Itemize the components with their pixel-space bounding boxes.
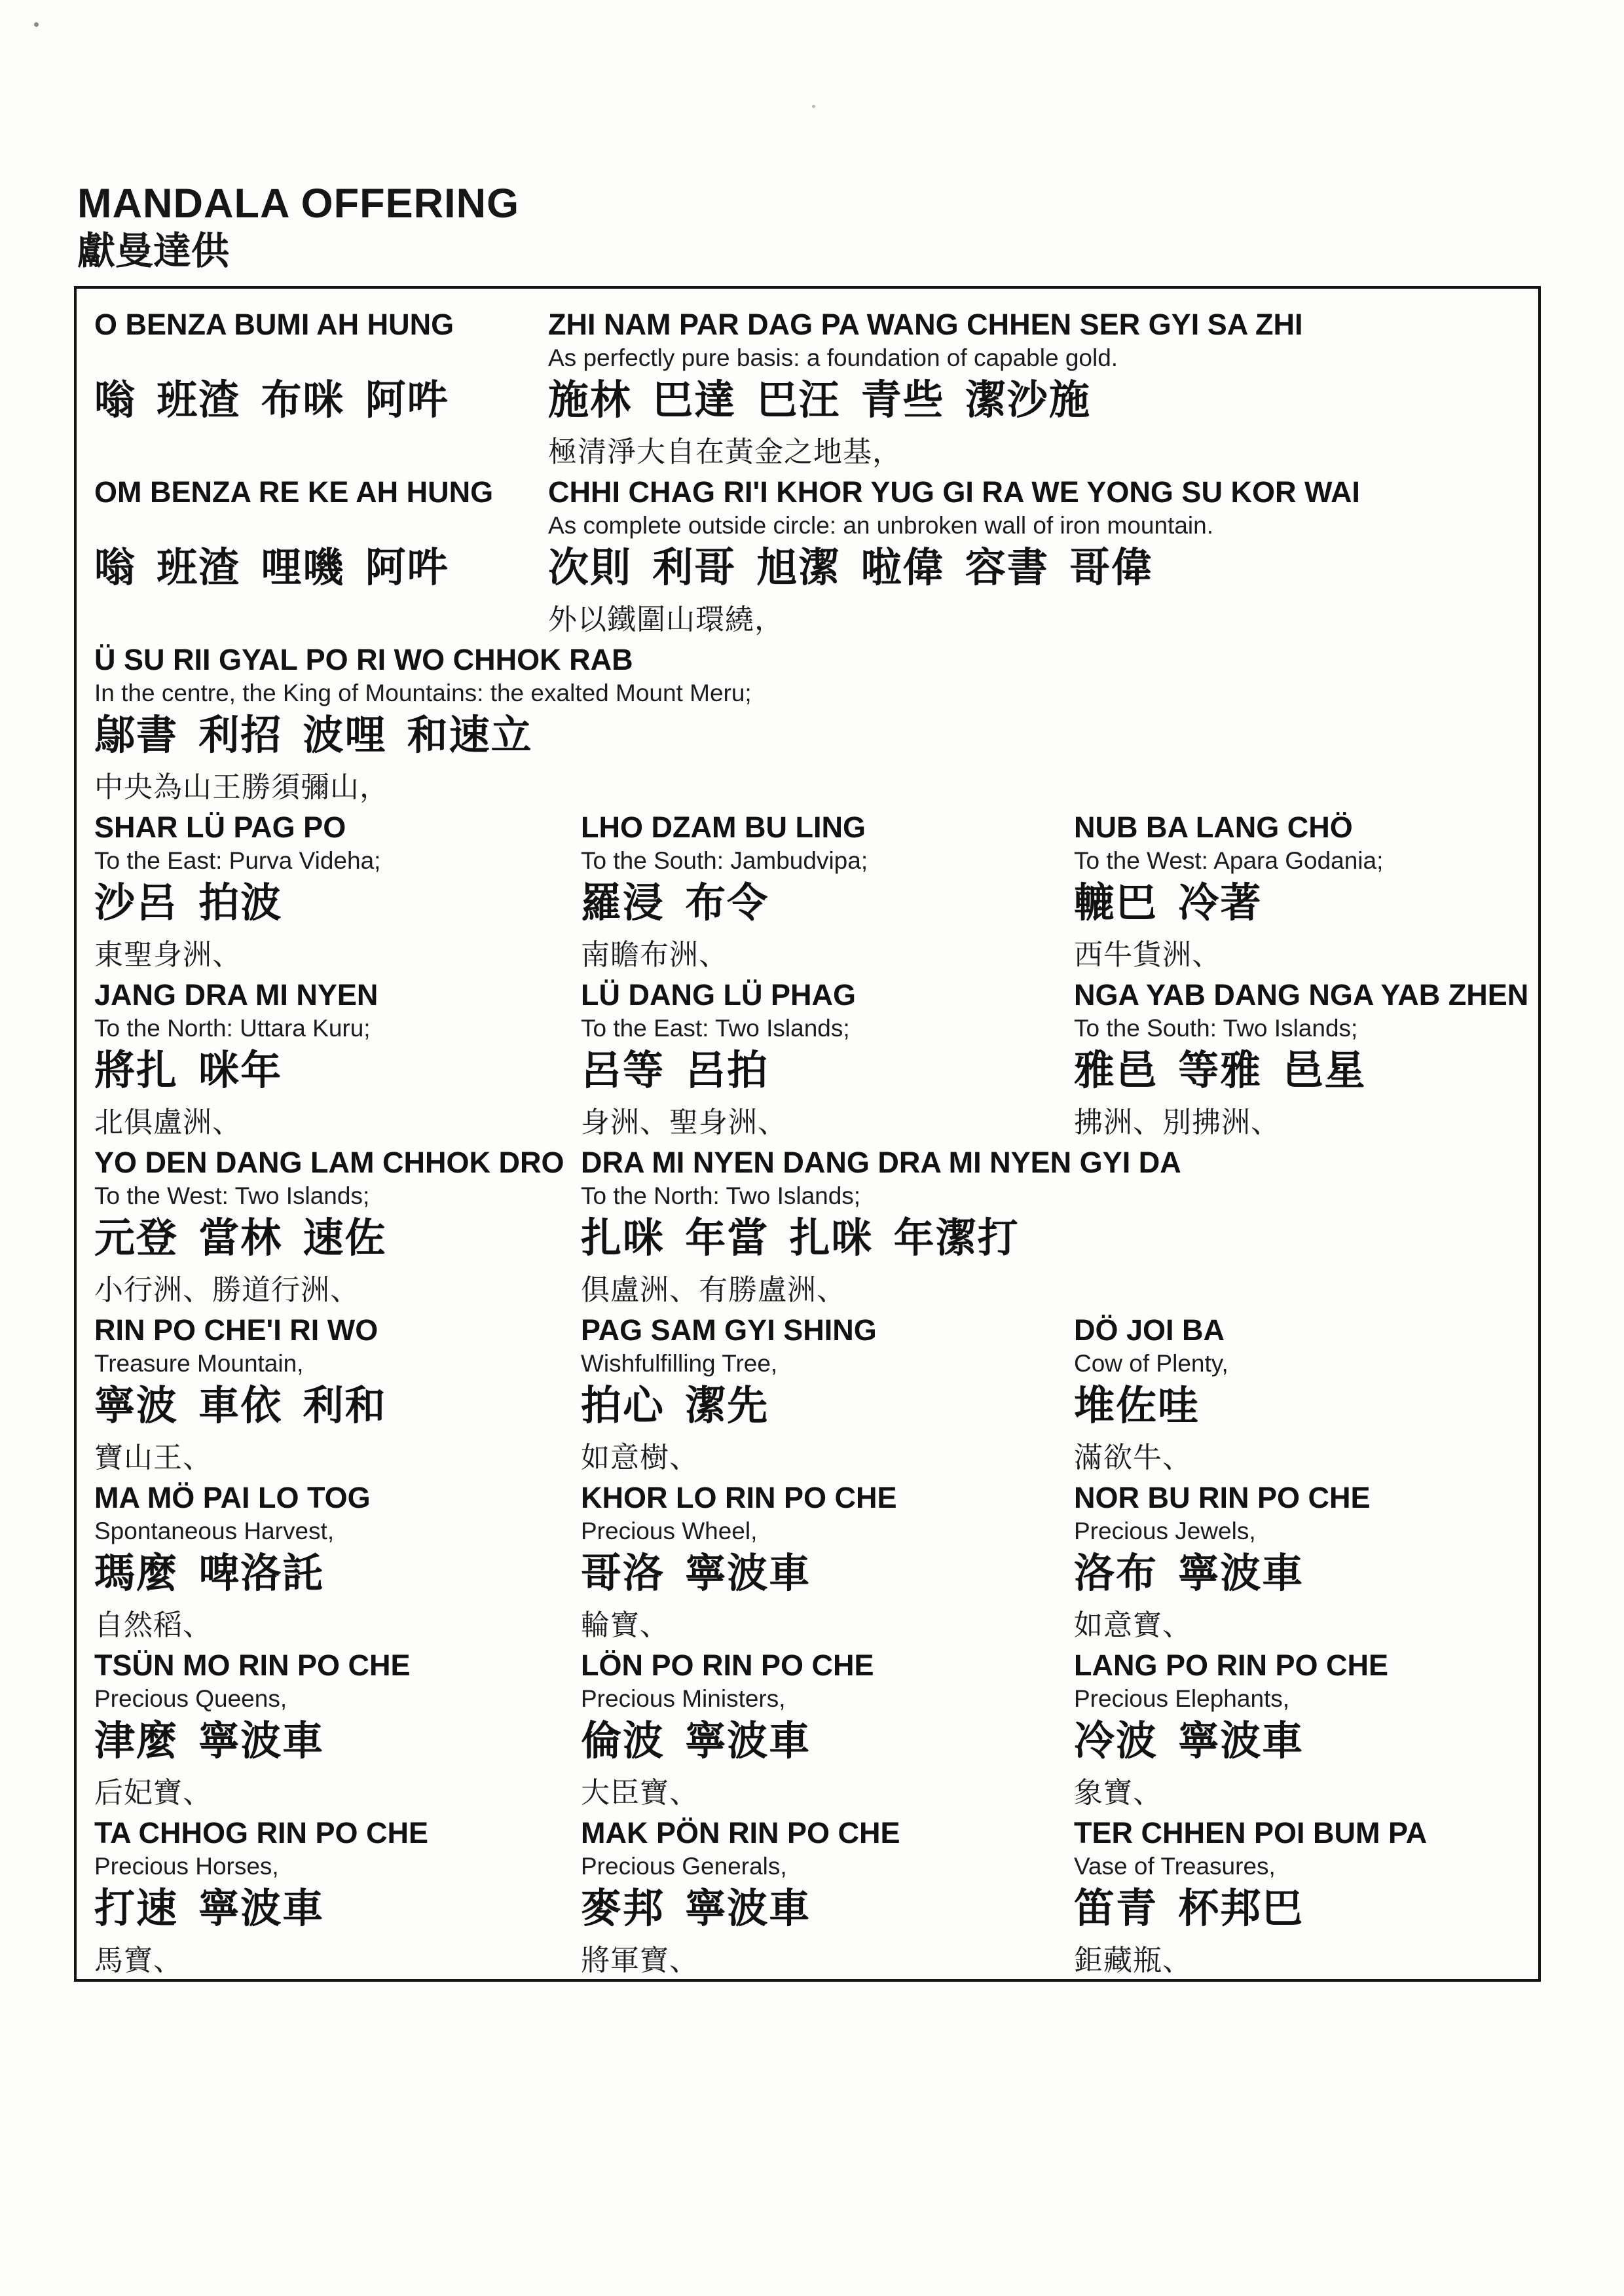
transliteration-line: NGA YAB DANG NGA YAB ZHEN [1074, 978, 1529, 1011]
translation-line: Precious Ministers, [581, 1685, 786, 1712]
translation-line: Precious Jewels, [1074, 1518, 1256, 1544]
chinese-small-line: 身洲、聖身洲、 [581, 1106, 787, 1139]
chinese-large-line: 洛布 寧波車 [1074, 1551, 1304, 1596]
transliteration-line: YO DEN DANG LAM CHHOK DRO [94, 1146, 564, 1179]
prayer-row [94, 1482, 1532, 1649]
translation-line: To the North: Uttara Kuru; [94, 1015, 371, 1042]
translation-line [94, 344, 535, 375]
transliteration-line: DRA MI NYEN DANG DRA MI NYEN GYI DA [581, 1146, 1181, 1179]
chinese-large-line: 嗡 班渣 布咪 阿吽 [94, 378, 449, 423]
prayer-block [94, 644, 1532, 811]
chinese-small-line: 小行洲、勝道行洲、 [94, 1274, 360, 1306]
page-title: MANDALA OFFERING [77, 181, 520, 227]
prayer-block [1074, 1482, 1532, 1649]
chinese-large-line: 拍心 潔先 [581, 1383, 769, 1429]
chinese-large-line: 次則 利哥 旭潔 啦偉 容書 哥偉 [548, 545, 1154, 591]
translation-line: Precious Wheel, [581, 1518, 758, 1544]
chinese-large-line: 羅浸 布令 [581, 881, 769, 926]
prayer-block [581, 1482, 1074, 1649]
chinese-small-line: 東聖身洲、 [94, 939, 242, 971]
chinese-large-line: 麥邦 寧波車 [581, 1886, 811, 1931]
transliteration-line: LHO DZAM BU LING [581, 811, 866, 844]
translation-line: Precious Queens, [94, 1685, 287, 1712]
chinese-large-line: 將扎 咪年 [94, 1048, 283, 1093]
prayer-block [94, 308, 548, 476]
prayer-block [94, 1146, 581, 1314]
chinese-small-line: 輪寶、 [581, 1609, 669, 1641]
chinese-large-line: 元登 當林 速佐 [94, 1216, 387, 1261]
translation-line: To the North: Two Islands; [581, 1182, 861, 1209]
chinese-small-line: 拂洲、別拂洲、 [1074, 1106, 1280, 1139]
chinese-large-line: 堆佐哇 [1074, 1383, 1200, 1429]
transliteration-line: Ü SU RII GYAL PO RI WO CHHOK RAB [94, 643, 633, 676]
chinese-small-line: 極清淨大自在黃金之地基， [548, 436, 902, 468]
prayer-row [94, 811, 1532, 979]
prayer-block [548, 308, 1532, 476]
transliteration-line: RIN PO CHE'I RI WO [94, 1313, 378, 1347]
prayer-block [94, 1482, 581, 1649]
transliteration-line: CHHI CHAG RI'I KHOR YUG GI RA WE YONG SU KOR WAI [548, 475, 1360, 509]
translation-line: Precious Elephants, [1074, 1685, 1290, 1712]
transliteration-line: TSÜN MO RIN PO CHE [94, 1649, 411, 1682]
chinese-small-line: 北俱盧洲、 [94, 1106, 242, 1139]
transliteration-line: LÜ DANG LÜ PHAG [581, 978, 856, 1011]
chinese-small-line: 西牛貨洲、 [1074, 939, 1221, 971]
chinese-small-line: 馬寶、 [94, 1944, 183, 1977]
prayer-block [1074, 1649, 1532, 1817]
prayer-row [94, 644, 1532, 811]
prayer-block [94, 979, 581, 1146]
chinese-large-line: 笛青 杯邦巴 [1074, 1886, 1304, 1931]
transliteration-line: MA MÖ PAI LO TOG [94, 1481, 371, 1514]
prayer-block [94, 1314, 581, 1482]
prayer-row [94, 1146, 1532, 1314]
prayer-block [581, 811, 1074, 979]
chinese-large-line: 扎咪 年當 扎咪 年潔打 [581, 1216, 1020, 1261]
prayer-row [94, 308, 1532, 476]
transliteration-line: DÖ JOI BA [1074, 1313, 1225, 1347]
chinese-large-line: 呂等 呂拍 [581, 1048, 769, 1093]
transliteration-line: O BENZA BUMI AH HUNG [94, 308, 454, 341]
prayer-block [94, 476, 548, 644]
chinese-small-line: 后妃寶、 [94, 1777, 212, 1809]
chinese-small-line: 自然稻、 [94, 1609, 212, 1641]
transliteration-line: JANG DRA MI NYEN [94, 978, 378, 1011]
transliteration-line: OM BENZA RE KE AH HUNG [94, 475, 494, 509]
chinese-large-line: 冷波 寧波車 [1074, 1719, 1304, 1764]
chinese-small-line: 中央為山王勝須彌山， [94, 771, 389, 803]
translation-line: Wishfulfilling Tree, [581, 1350, 778, 1377]
translation-line: To the West: Apara Godania; [1074, 847, 1384, 874]
document-header [77, 182, 519, 272]
transliteration-line: TER CHHEN POI BUM PA [1074, 1816, 1428, 1850]
translation-line: In the centre, the King of Mountains: the exalted Mount Meru; [94, 680, 752, 706]
prayer-row [94, 1649, 1532, 1817]
transliteration-line: PAG SAM GYI SHING [581, 1313, 877, 1347]
translation-line: Spontaneous Harvest, [94, 1518, 335, 1544]
chinese-small-line: 外以鐵圍山環繞， [548, 604, 784, 636]
prayer-block [94, 811, 581, 979]
prayer-row [94, 1314, 1532, 1482]
transliteration-line: NOR BU RIN PO CHE [1074, 1481, 1371, 1514]
translation-line: As perfectly pure basis: a foundation of capable gold. [548, 344, 1118, 371]
chinese-small-line: 寶山王、 [94, 1442, 212, 1474]
prayer-block [1074, 979, 1541, 1146]
prayer-row [94, 979, 1532, 1146]
chinese-small-line: 如意寶、 [1074, 1609, 1192, 1641]
chinese-large-line: 津麼 寧波車 [94, 1719, 325, 1764]
translation-line: Treasure Mountain, [94, 1350, 304, 1377]
chinese-large-line: 哥洛 寧波車 [581, 1551, 811, 1596]
translation-line: To the South: Two Islands; [1074, 1015, 1358, 1042]
prayer-block [94, 1649, 581, 1817]
translation-line: Cow of Plenty, [1074, 1350, 1228, 1377]
prayer-block [581, 1314, 1074, 1482]
chinese-large-line: 施林 巴達 巴汪 青些 潔沙施 [548, 378, 1091, 423]
chinese-large-line: 轆巴 冷著 [1074, 881, 1263, 926]
chinese-large-line: 瑪麼 啤洛託 [94, 1551, 325, 1596]
chinese-large-line: 嗡 班渣 哩嘰 阿吽 [94, 545, 449, 591]
transliteration-line: ZHI NAM PAR DAG PA WANG CHHEN SER GYI SA ZHI [548, 308, 1303, 341]
chinese-large-line: 沙呂 拍波 [94, 881, 283, 926]
chinese-small-line: 大臣寶、 [581, 1777, 699, 1809]
transliteration-line: TA CHHOG RIN PO CHE [94, 1816, 429, 1850]
translation-line: Precious Generals, [581, 1853, 787, 1880]
prayer-text-box [74, 286, 1541, 1982]
scan-speckle [34, 22, 39, 27]
chinese-large-line: 寧波 車依 利和 [94, 1383, 387, 1429]
translation-line: Precious Horses, [94, 1853, 279, 1880]
prayer-block [548, 476, 1532, 644]
prayer-block [1074, 1314, 1532, 1482]
prayer-block [581, 979, 1074, 1146]
chinese-large-line: 打速 寧波車 [94, 1886, 325, 1931]
prayer-block [581, 1146, 1532, 1314]
translation-line [94, 511, 535, 543]
translation-line: To the South: Jambudvipa; [581, 847, 868, 874]
translation-line: To the East: Two Islands; [581, 1015, 850, 1042]
prayer-row [94, 1817, 1532, 1984]
prayer-block [94, 1817, 581, 1984]
chinese-small-line: 滿欲牛、 [1074, 1442, 1192, 1474]
prayer-block [581, 1649, 1074, 1817]
translation-line: As complete outside circle: an unbroken wall of iron mountain. [548, 512, 1213, 539]
transliteration-line: KHOR LO RIN PO CHE [581, 1481, 897, 1514]
translation-line: To the East: Purva Videha; [94, 847, 381, 874]
prayer-row [94, 476, 1532, 644]
chinese-large-line: 鄔書 利招 波哩 和速立 [94, 713, 533, 758]
chinese-small-line: 將軍寶、 [581, 1944, 699, 1977]
transliteration-line: SHAR LÜ PAG PO [94, 811, 346, 844]
chinese-small-line: 南瞻布洲、 [581, 939, 728, 971]
transliteration-line: NUB BA LANG CHÖ [1074, 811, 1353, 844]
scan-speckle [812, 105, 815, 108]
prayer-block [581, 1817, 1074, 1984]
chinese-large-line: 倫波 寧波車 [581, 1719, 811, 1764]
chinese-small-line: 俱盧洲、有勝盧洲、 [581, 1274, 846, 1306]
page-title-chinese: 獻曼達供 [77, 230, 230, 273]
translation-line: Vase of Treasures, [1074, 1853, 1276, 1880]
chinese-small-line: 象寶、 [1074, 1777, 1162, 1809]
chinese-small-line: 鉅藏瓶、 [1074, 1944, 1192, 1977]
transliteration-line: MAK PÖN RIN PO CHE [581, 1816, 900, 1850]
transliteration-line: LÖN PO RIN PO CHE [581, 1649, 874, 1682]
prayer-block [1074, 1817, 1532, 1984]
transliteration-line: LANG PO RIN PO CHE [1074, 1649, 1389, 1682]
chinese-small-line: 如意樹、 [581, 1442, 699, 1474]
prayer-block [1074, 811, 1532, 979]
translation-line: To the West: Two Islands; [94, 1182, 370, 1209]
chinese-large-line: 雅邑 等雅 邑星 [1074, 1048, 1367, 1093]
